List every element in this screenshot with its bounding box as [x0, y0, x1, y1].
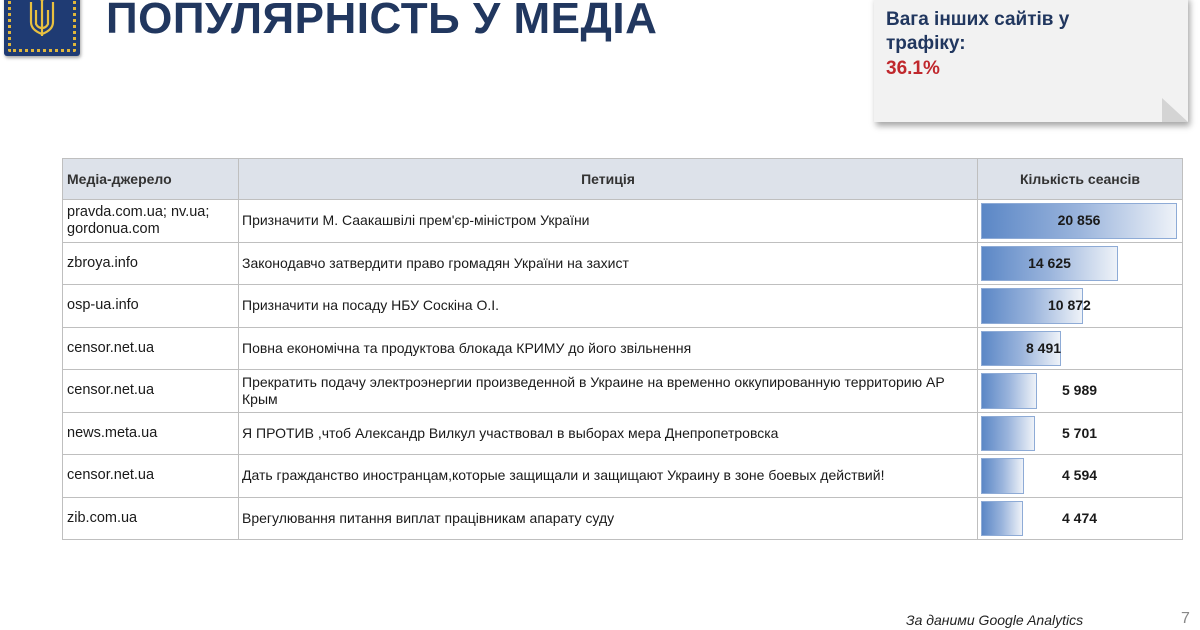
petition-cell: Призначити М. Саакашвілі прем'єр-міністром України	[239, 200, 978, 243]
table-row	[63, 200, 1183, 243]
sessions-value: 4 474	[1062, 509, 1098, 526]
table-body	[63, 200, 1183, 540]
media-source-cell: osp-ua.info	[63, 285, 239, 328]
sessions-cell	[978, 412, 1183, 455]
sessions-cell	[978, 200, 1183, 243]
sessions-data-bar	[981, 373, 1037, 409]
sessions-cell	[978, 497, 1183, 540]
petition-cell: Дать гражданство иностранцам,которые защищали и защищают Украину в зоне боевых действий!	[239, 455, 978, 498]
table-row	[63, 455, 1183, 498]
table-row	[63, 412, 1183, 455]
sessions-value: 10 872	[1048, 297, 1091, 314]
petition-cell: Призначити на посаду НБУ Соскіна О.І.	[239, 285, 978, 328]
table-row	[63, 497, 1183, 540]
table-header-row	[63, 159, 1183, 200]
media-sources-table	[62, 158, 1183, 540]
sessions-value: 8 491	[1026, 339, 1062, 356]
sessions-value: 5 701	[1062, 424, 1098, 441]
sessions-cell	[978, 285, 1183, 328]
trident-icon	[28, 0, 56, 40]
page-number: 7	[1181, 610, 1190, 627]
sessions-cell	[978, 455, 1183, 498]
page-curl-decoration	[1162, 98, 1188, 122]
media-source-cell: zib.com.ua	[63, 497, 239, 540]
media-source-cell: pravda.com.ua; nv.ua; gordonua.com	[63, 200, 239, 243]
media-source-cell: news.meta.ua	[63, 412, 239, 455]
note-label: Вага інших сайтів у трафіку:	[886, 9, 1070, 54]
table-row	[63, 370, 1183, 413]
sessions-data-bar	[981, 458, 1024, 494]
media-source-cell: censor.net.ua	[63, 455, 239, 498]
petition-cell: Прекратить подачу электроэнергии произведенной в Украине на временно оккупированную территорию АР Крым	[239, 370, 978, 413]
sessions-value: 20 856	[1057, 212, 1101, 229]
note-value: 36.1%	[886, 58, 940, 79]
column-header-petition: Петиція	[239, 159, 978, 200]
petition-cell: Я ПРОТИВ ,чтоб Александр Вилкул участвовал в выборах мера Днепропетровска	[239, 412, 978, 455]
traffic-weight-note	[874, 0, 1188, 122]
media-source-cell: zbroya.info	[63, 242, 239, 285]
sessions-value: 4 594	[1062, 467, 1098, 484]
media-source-cell: censor.net.ua	[63, 327, 239, 370]
table-row	[63, 242, 1183, 285]
petition-cell: Повна економічна та продуктова блокада КРИМУ до його звільнення	[239, 327, 978, 370]
column-header-source: Медіа-джерело	[63, 159, 239, 200]
table-row	[63, 285, 1183, 328]
media-source-cell: censor.net.ua	[63, 370, 239, 413]
sessions-cell	[978, 242, 1183, 285]
sessions-value: 14 625	[1028, 254, 1071, 271]
sessions-data-bar	[981, 501, 1023, 537]
petition-cell: Законодавчо затвердити право громадян України на захист	[239, 242, 978, 285]
sessions-cell	[978, 370, 1183, 413]
sessions-value: 5 989	[1062, 382, 1098, 399]
petition-cell: Врегулювання питання виплат працівникам апарату суду	[239, 497, 978, 540]
ukraine-trident-emblem-icon	[4, 0, 80, 56]
sessions-cell	[978, 327, 1183, 370]
column-header-sessions: Кількість сеансів	[978, 159, 1183, 200]
table-row	[63, 327, 1183, 370]
data-source-note: За даними Google Analytics	[906, 612, 1084, 628]
sessions-data-bar	[981, 416, 1035, 452]
page-title: ПОПУЛЯРНІСТЬ У МЕДІА	[106, 0, 658, 43]
